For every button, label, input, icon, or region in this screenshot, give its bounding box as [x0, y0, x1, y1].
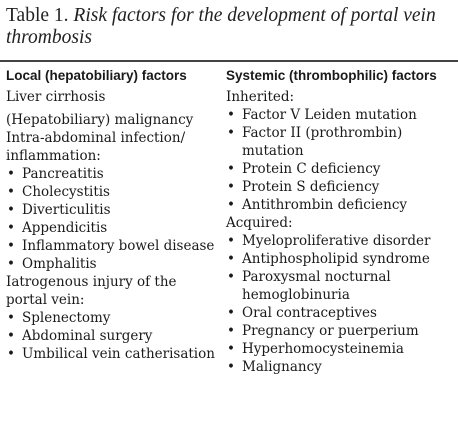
- inherited-heading: Inherited:: [226, 89, 295, 105]
- table-label: Table 1.: [6, 5, 69, 26]
- infection-list: [6, 165, 216, 273]
- list-item: • Pregnancy or puerperium: [226, 322, 454, 340]
- liver-cirrhosis-item: Liver cirrhosis: [6, 89, 106, 105]
- acquired-heading: Acquired:: [226, 215, 293, 231]
- systemic-factors-header: Systemic (thrombophilic) factors: [226, 68, 437, 83]
- list-item: • Inflammatory bowel disease: [6, 237, 216, 255]
- list-item: • Protein S deficiency: [226, 178, 454, 196]
- list-item: • Pancreatitis: [6, 165, 216, 183]
- list-item: • Paroxysmal nocturnal hemoglobinuria: [226, 268, 454, 304]
- list-item: • Factor V Leiden mutation: [226, 106, 454, 124]
- injury-list: [6, 309, 216, 363]
- list-item: • Myeloproliferative disorder: [226, 232, 454, 250]
- infection-heading: Intra-abdominal infection/ inflammation:: [6, 130, 186, 164]
- list-item: • Diverticulitis: [6, 201, 216, 219]
- list-item: • Cholecystitis: [6, 183, 216, 201]
- list-item: • Abdominal surgery: [6, 327, 216, 345]
- inherited-section: [226, 88, 454, 214]
- local-factors-header: Local (hepatobiliary) factors: [6, 68, 187, 83]
- inherited-list: [226, 106, 454, 214]
- list-item: • Hyperhomocysteinemia: [226, 340, 454, 358]
- list-item: • Omphalitis: [6, 255, 216, 273]
- list-item: • Umbilical vein catherisation: [6, 345, 216, 363]
- injury-section: [6, 273, 216, 363]
- list-item: • Protein C deficiency: [226, 160, 454, 178]
- injury-heading: Iatrogenous injury of the portal vein:: [6, 274, 177, 308]
- table-title: [6, 0, 452, 49]
- infection-section: [6, 129, 216, 273]
- list-item: • Factor II (prothrombin) mutation: [226, 124, 454, 160]
- list-item: • Oral contraceptives: [226, 304, 454, 322]
- list-item: • Antithrombin deficiency: [226, 196, 454, 214]
- list-item: • Malignancy: [226, 358, 454, 376]
- list-item: • Appendicitis: [6, 219, 216, 237]
- acquired-list: [226, 232, 454, 376]
- table-body: [6, 66, 454, 376]
- table-caption: Risk factors for the development of portal vein thrombosis: [6, 5, 436, 48]
- malignancy-item: (Hepatobiliary) malignancy: [6, 112, 194, 128]
- list-item: • Splenectomy: [6, 309, 216, 327]
- header-rule: [0, 60, 458, 62]
- acquired-section: [226, 214, 454, 376]
- local-factors-column: [6, 66, 216, 376]
- list-item: • Antiphospholipid syndrome: [226, 250, 454, 268]
- systemic-factors-column: [216, 66, 454, 376]
